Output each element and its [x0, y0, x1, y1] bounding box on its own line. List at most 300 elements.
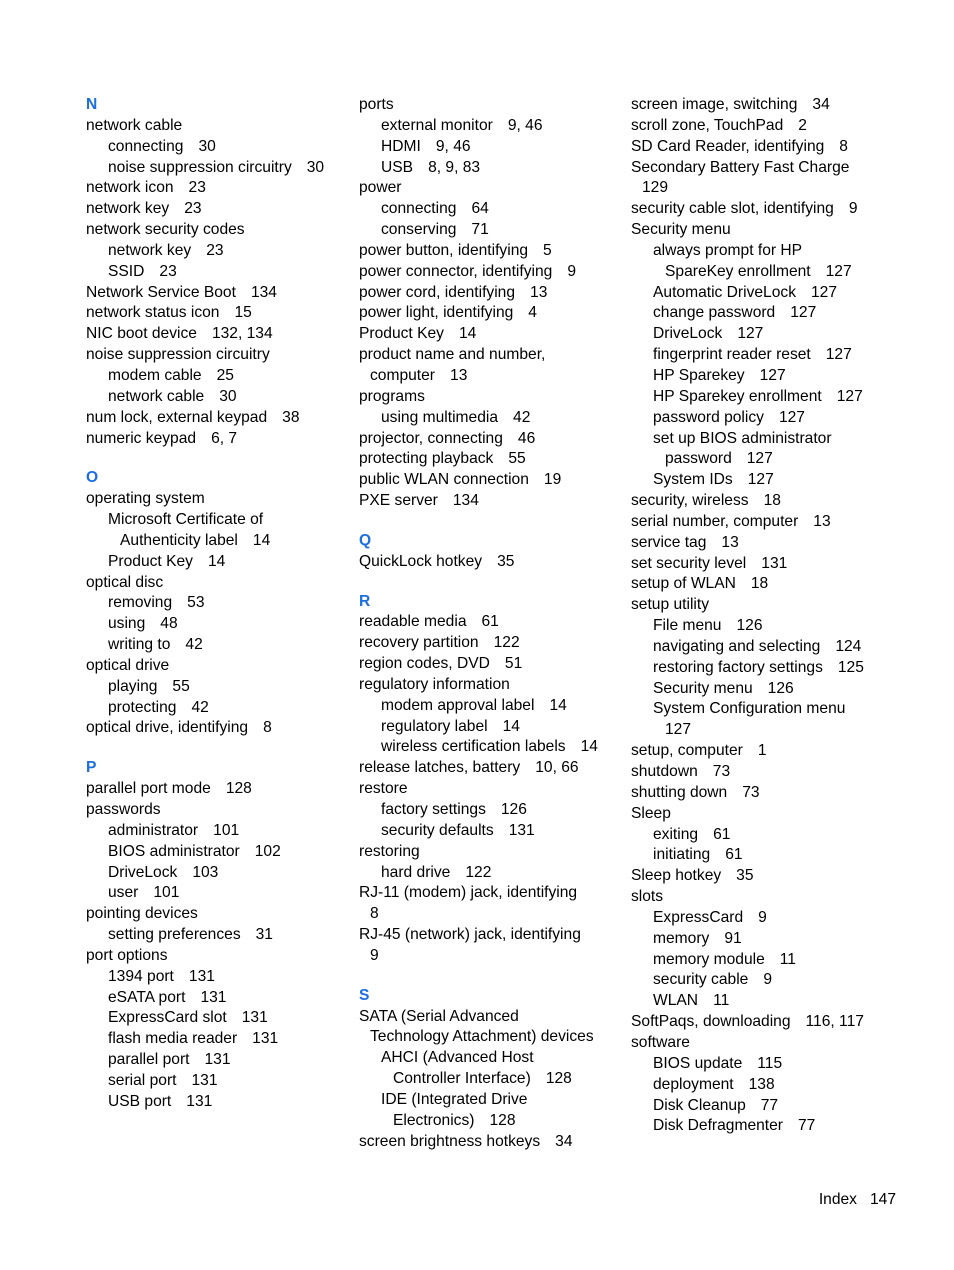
- index-term: hard drive: [381, 863, 451, 881]
- index-term: passwords: [86, 801, 161, 818]
- index-term: eSATA port: [108, 988, 186, 1006]
- index-subentry: [86, 883, 348, 904]
- index-page-ref[interactable]: 101: [153, 884, 180, 902]
- index-subentry: [86, 842, 348, 863]
- index-term: power connector, identifying: [359, 262, 553, 280]
- index-page-ref[interactable]: 131: [252, 1030, 279, 1048]
- index-page-ref[interactable]: 122: [465, 863, 492, 881]
- index-entry: [631, 1033, 893, 1054]
- section-gap: [359, 967, 621, 986]
- index-term: security cable: [653, 971, 749, 989]
- index-entry: [86, 800, 348, 821]
- index-entry: [631, 512, 893, 533]
- index-term: playing: [108, 677, 158, 695]
- index-page-ref[interactable]: 127: [825, 346, 852, 364]
- index-entry: [86, 429, 348, 450]
- index-term: SATA (Serial Advanced: [359, 1007, 519, 1025]
- index-page-ref[interactable]: 14: [458, 325, 477, 343]
- index-term: setup utility: [631, 596, 710, 614]
- index-page-ref[interactable]: 124: [835, 637, 862, 655]
- index-term: network icon: [86, 179, 174, 197]
- index-page-ref[interactable]: 131: [200, 988, 227, 1006]
- index-entry: [631, 491, 893, 512]
- index-subentry: [359, 717, 621, 738]
- index-entry: [359, 758, 621, 779]
- index-page-ref[interactable]: 9: [567, 262, 576, 280]
- index-entry: [631, 178, 893, 199]
- index-page-ref[interactable]: 127: [790, 304, 817, 322]
- index-page-ref[interactable]: 9, 46: [435, 137, 471, 155]
- index-entry: [631, 783, 893, 804]
- index-subentry: [359, 137, 621, 158]
- index-term: noise suppression circuitry: [108, 158, 292, 176]
- index-entry: [86, 408, 348, 429]
- index-entry: [359, 95, 621, 116]
- index-term: network key: [108, 241, 192, 259]
- index-subentry: [631, 970, 893, 991]
- index-page-ref[interactable]: 48: [160, 615, 178, 633]
- index-page-ref[interactable]: 127: [778, 408, 805, 426]
- index-page-ref[interactable]: 131: [241, 1009, 268, 1027]
- index-page-ref[interactable]: 51: [504, 655, 523, 673]
- index-term: HDMI: [381, 137, 421, 155]
- index-term: power light, identifying: [359, 304, 514, 322]
- index-page-ref[interactable]: 9, 46: [507, 116, 543, 134]
- index-entry: [86, 283, 348, 304]
- index-page-ref[interactable]: 115: [757, 1054, 783, 1072]
- index-subentry: [631, 1116, 893, 1137]
- index-page-ref[interactable]: 6, 7: [211, 429, 238, 447]
- index-page-ref[interactable]: 127: [759, 366, 786, 384]
- index-page-ref[interactable]: 73: [742, 783, 760, 801]
- index-page-ref[interactable]: 101: [213, 821, 240, 839]
- index-subentry: [631, 699, 893, 720]
- index-subentry: [631, 345, 893, 366]
- index-subentry: [631, 658, 893, 679]
- index-term: File menu: [653, 617, 722, 635]
- index-page-ref[interactable]: 127: [836, 387, 863, 405]
- index-entry: [359, 842, 621, 863]
- index-page-ref[interactable]: 30: [306, 158, 325, 176]
- index-entry: [359, 324, 621, 345]
- index-term: parallel port mode: [86, 780, 211, 798]
- index-page-ref[interactable]: 9: [758, 908, 767, 926]
- index-page-ref[interactable]: 131: [204, 1051, 231, 1069]
- index-page-ref[interactable]: 8: [263, 719, 272, 737]
- index-term: security defaults: [381, 821, 494, 839]
- index-subentry: [631, 825, 893, 846]
- index-subentry: [631, 429, 893, 450]
- index-term: optical drive, identifying: [86, 719, 249, 737]
- index-entry: [359, 946, 621, 967]
- index-term: programs: [359, 387, 425, 405]
- index-page-ref[interactable]: 14: [549, 696, 567, 714]
- index-entry: [359, 178, 621, 199]
- index-term: set up BIOS administrator: [653, 429, 832, 447]
- index-subentry: [631, 1096, 893, 1117]
- index-entry: [631, 533, 893, 554]
- index-term: protecting playback: [359, 450, 494, 468]
- index-subentry: [86, 510, 348, 531]
- index-letter-heading: P: [86, 759, 97, 777]
- index-entry: [631, 137, 893, 158]
- index-page-ref[interactable]: 129: [642, 179, 669, 197]
- index-page-ref[interactable]: 42: [191, 698, 209, 716]
- index-entry: [631, 804, 893, 825]
- index-page-ref[interactable]: 8: [370, 905, 379, 923]
- index-page-ref[interactable]: 31: [255, 926, 273, 944]
- index-page-ref[interactable]: 131: [186, 1092, 213, 1110]
- index-page-ref[interactable]: 38: [282, 408, 300, 426]
- index-entry: [631, 220, 893, 241]
- index-entry: [86, 345, 348, 366]
- index-term: pointing devices: [86, 905, 198, 923]
- index-entry: [86, 116, 348, 137]
- index-entry: [359, 449, 621, 470]
- index-page-ref[interactable]: 34: [555, 1132, 573, 1150]
- index-entry: [631, 866, 893, 887]
- index-subentry: [631, 1054, 893, 1075]
- index-page-ref[interactable]: 46: [517, 429, 536, 447]
- index-page-ref[interactable]: 128: [225, 780, 252, 798]
- index-subentry: [631, 679, 893, 700]
- index-subentry: [631, 408, 893, 429]
- index-term: always prompt for HP: [653, 241, 803, 259]
- index-subentry: [631, 241, 893, 262]
- index-subentry: [359, 863, 621, 884]
- index-page-ref[interactable]: 34: [812, 96, 830, 113]
- index-page-ref[interactable]: 64: [471, 200, 489, 218]
- index-term: Electronics): [393, 1111, 475, 1129]
- index-entry: [359, 654, 621, 675]
- index-subentry: [86, 262, 348, 283]
- index-term: NIC boot device: [86, 325, 197, 343]
- index-page-ref[interactable]: 4: [528, 304, 537, 322]
- index-page-ref[interactable]: 102: [254, 842, 281, 860]
- index-entry: [631, 762, 893, 783]
- index-entry: [359, 491, 621, 512]
- index-page-ref[interactable]: 103: [192, 863, 219, 881]
- index-column-1: [86, 95, 348, 1113]
- index-page-ref[interactable]: 131: [188, 967, 215, 985]
- index-entry: [86, 178, 348, 199]
- index-page-ref[interactable]: 77: [798, 1117, 816, 1135]
- index-subentry: [359, 199, 621, 220]
- index-page-ref[interactable]: 18: [763, 492, 781, 510]
- index-page-ref[interactable]: 13: [721, 533, 739, 551]
- index-term: PXE server: [359, 492, 438, 510]
- index-page-ref[interactable]: 35: [497, 552, 515, 570]
- index-page-ref[interactable]: 134: [452, 492, 479, 510]
- index-subentry: [631, 720, 893, 741]
- index-subentry: [359, 220, 621, 241]
- index-term: using multimedia: [381, 408, 499, 426]
- index-term: memory module: [653, 950, 765, 968]
- index-term: screen brightness hotkeys: [359, 1132, 541, 1150]
- footer-page-number: 147: [869, 1191, 896, 1208]
- index-page-ref[interactable]: 19: [543, 471, 562, 489]
- section-gap: [359, 512, 621, 531]
- index-term: shutting down: [631, 783, 728, 801]
- index-entry: [359, 779, 621, 800]
- index-term: Product Key: [359, 325, 444, 343]
- index-subentry: [86, 1008, 348, 1029]
- index-entry: [631, 1012, 893, 1033]
- index-entry: [359, 633, 621, 654]
- index-page-ref[interactable]: 1: [757, 742, 767, 760]
- index-term: network status icon: [86, 304, 220, 322]
- index-page-ref[interactable]: 127: [665, 721, 692, 739]
- index-page-ref[interactable]: 122: [493, 634, 520, 652]
- index-term: readable media: [359, 613, 467, 631]
- index-term: Controller Interface): [393, 1070, 531, 1088]
- index-page-ref[interactable]: 5: [543, 241, 552, 259]
- index-page-ref[interactable]: 127: [746, 450, 773, 468]
- index-page-ref[interactable]: 116, 117: [805, 1013, 864, 1031]
- index-term: num lock, external keypad: [86, 408, 268, 426]
- index-term: optical drive: [86, 656, 170, 674]
- index-term: public WLAN connection: [359, 471, 529, 489]
- index-term: Security menu: [631, 221, 731, 239]
- index-term: writing to: [108, 636, 171, 654]
- index-entry: [359, 303, 621, 324]
- index-subentry: [86, 635, 348, 656]
- index-subentry: [359, 158, 621, 179]
- index-entry: [86, 220, 348, 241]
- index-term: Automatic DriveLock: [653, 283, 796, 301]
- index-term: removing: [108, 594, 173, 612]
- index-term: recovery partition: [359, 634, 479, 652]
- index-page-ref[interactable]: 23: [159, 262, 177, 280]
- index-term: setting preferences: [108, 926, 241, 944]
- index-page-ref[interactable]: 15: [234, 304, 252, 322]
- index-term: noise suppression circuitry: [86, 346, 270, 364]
- index-page-ref[interactable]: 11: [779, 950, 796, 968]
- index-entry: [359, 366, 621, 387]
- index-entry: [86, 904, 348, 925]
- index-page-ref[interactable]: 8, 9, 83: [428, 158, 481, 176]
- index-entry: [86, 199, 348, 220]
- index-subentry: [86, 925, 348, 946]
- index-page-ref[interactable]: 13: [813, 512, 831, 530]
- index-term: HP Sparekey: [653, 366, 745, 384]
- index-page-ref[interactable]: 127: [747, 471, 774, 489]
- index-term: Network Service Boot: [86, 283, 236, 301]
- index-entry: [359, 612, 621, 633]
- index-page-ref[interactable]: 71: [471, 221, 489, 239]
- index-term: shutdown: [631, 763, 698, 780]
- index-entry: [359, 429, 621, 450]
- index-entry: [631, 95, 893, 116]
- index-page-ref[interactable]: 126: [767, 679, 794, 697]
- index-page-ref[interactable]: 14: [252, 531, 271, 549]
- index-page-ref[interactable]: 23: [184, 200, 202, 218]
- index-page-ref[interactable]: 10, 66: [535, 759, 579, 777]
- index-page-ref[interactable]: 35: [736, 867, 754, 885]
- index-term: BIOS administrator: [108, 842, 240, 860]
- index-term: password policy: [653, 408, 764, 426]
- index-term: restoring factory settings: [653, 658, 823, 676]
- index-entry: [631, 116, 893, 137]
- index-subentry: [359, 408, 621, 429]
- index-page-ref[interactable]: 61: [713, 825, 731, 843]
- index-page-ref[interactable]: 91: [724, 929, 742, 947]
- index-page-ref[interactable]: 9: [370, 946, 379, 964]
- index-term: administrator: [108, 821, 199, 839]
- index-page-ref[interactable]: 126: [500, 801, 527, 818]
- index-page-ref[interactable]: 53: [187, 594, 205, 612]
- index-page-ref[interactable]: 13: [450, 366, 468, 384]
- index-letter-heading: Q: [359, 531, 372, 549]
- index-entry: [359, 1007, 621, 1028]
- index-page-ref[interactable]: 23: [206, 241, 224, 259]
- index-subentry: [631, 950, 893, 971]
- index-page-ref[interactable]: 55: [172, 677, 190, 695]
- index-page-ref[interactable]: 128: [489, 1111, 516, 1129]
- index-term: USB: [381, 158, 414, 176]
- index-entry: [359, 387, 621, 408]
- index-subentry: [359, 1048, 621, 1069]
- index-term: power cord, identifying: [359, 283, 516, 301]
- index-entry: [631, 741, 893, 762]
- index-term: fingerprint reader reset: [653, 346, 811, 364]
- index-subentry: [631, 845, 893, 866]
- index-subentry: [86, 698, 348, 719]
- index-page-ref[interactable]: 18: [750, 575, 769, 593]
- index-page-ref[interactable]: 77: [760, 1096, 779, 1114]
- index-page-ref[interactable]: 131: [761, 554, 788, 572]
- index-entry: [359, 241, 621, 262]
- index-term: RJ-11 (modem) jack, identifying: [359, 884, 578, 902]
- index-term: screen image, switching: [631, 96, 798, 113]
- index-page-ref[interactable]: 14: [207, 552, 226, 570]
- index-term: software: [631, 1033, 690, 1051]
- index-page-ref[interactable]: 30: [219, 387, 237, 405]
- index-page-ref[interactable]: 73: [712, 763, 731, 780]
- index-subentry: [359, 1069, 621, 1090]
- index-letter-heading: S: [359, 986, 370, 1004]
- index-page-ref[interactable]: 131: [508, 821, 535, 839]
- index-term: conserving: [381, 221, 457, 239]
- index-term: Security menu: [653, 679, 753, 697]
- index-page-ref[interactable]: 138: [748, 1075, 775, 1093]
- index-subentry: [359, 696, 621, 717]
- index-page-ref[interactable]: 14: [502, 717, 520, 735]
- index-page-ref[interactable]: 125: [837, 658, 864, 676]
- index-term: Disk Defragmenter: [653, 1117, 783, 1135]
- index-page-ref[interactable]: 25: [216, 366, 234, 384]
- index-term: connecting: [108, 137, 184, 155]
- index-term: RJ-45 (network) jack, identifying: [359, 926, 581, 944]
- index-term: HP Sparekey enrollment: [653, 387, 822, 405]
- index-page-ref[interactable]: 9: [848, 200, 858, 218]
- index-entry: [86, 489, 348, 510]
- index-page-ref[interactable]: 127: [811, 283, 838, 301]
- index-subentry: [86, 1050, 348, 1071]
- index-term: scroll zone, TouchPad: [631, 116, 784, 134]
- index-subentry: [359, 1111, 621, 1132]
- index-term: computer: [370, 366, 436, 384]
- index-term: Product Key: [108, 552, 193, 570]
- index-term: WLAN: [653, 992, 699, 1010]
- index-page-ref[interactable]: 23: [188, 179, 206, 197]
- index-entry: [86, 946, 348, 967]
- index-term: memory: [653, 929, 710, 947]
- index-subentry: [86, 1071, 348, 1092]
- index-term: restoring: [359, 842, 420, 860]
- index-column-2: [359, 95, 621, 1153]
- index-subentry: [631, 1075, 893, 1096]
- index-page-ref[interactable]: 13: [530, 283, 548, 301]
- index-term: BIOS update: [653, 1054, 743, 1072]
- index-term: System IDs: [653, 471, 733, 489]
- index-subentry: [359, 116, 621, 137]
- index-subentry: [86, 593, 348, 614]
- index-page-ref[interactable]: 42: [185, 636, 203, 654]
- index-page-ref[interactable]: 131: [191, 1071, 218, 1089]
- index-term: regulatory label: [381, 717, 488, 735]
- index-subentry: [631, 449, 893, 470]
- index-page-ref[interactable]: 2: [798, 116, 807, 134]
- index-term: slots: [631, 888, 664, 906]
- index-page-ref[interactable]: 61: [725, 846, 743, 864]
- index-term: region codes, DVD: [359, 655, 490, 673]
- index-term: modem approval label: [381, 696, 535, 714]
- section-gap: [86, 449, 348, 468]
- index-page-ref[interactable]: 132, 134: [211, 325, 273, 343]
- index-entry: [631, 554, 893, 575]
- index-term: external monitor: [381, 116, 493, 134]
- index-subentry: [631, 929, 893, 950]
- index-entry: [359, 904, 621, 925]
- index-term: power button, identifying: [359, 241, 529, 259]
- index-page-ref[interactable]: 30: [198, 137, 216, 155]
- index-term: IDE (Integrated Drive: [381, 1090, 528, 1108]
- index-page-ref[interactable]: 128: [545, 1070, 572, 1088]
- index-page-ref[interactable]: 127: [825, 262, 852, 280]
- index-term: deployment: [653, 1075, 734, 1093]
- index-page-ref[interactable]: 61: [481, 613, 499, 631]
- index-term: set security level: [631, 554, 747, 572]
- index-entry: [631, 199, 893, 220]
- index-subentry: [631, 616, 893, 637]
- index-page-ref[interactable]: 126: [736, 617, 763, 635]
- index-page-ref[interactable]: 55: [508, 450, 526, 468]
- index-subentry: [631, 470, 893, 491]
- index-entry: [359, 675, 621, 696]
- index-term: setup, computer: [631, 742, 743, 760]
- index-page-ref[interactable]: 134: [250, 283, 277, 301]
- index-term: exiting: [653, 825, 699, 843]
- index-term: navigating and selecting: [653, 637, 821, 655]
- index-entry: [631, 574, 893, 595]
- index-page-ref[interactable]: 11: [713, 992, 730, 1010]
- index-subentry: [359, 821, 621, 842]
- index-subentry: [359, 1090, 621, 1111]
- index-page-ref[interactable]: 42: [513, 408, 531, 426]
- index-page-ref[interactable]: 127: [737, 325, 764, 343]
- index-page-ref[interactable]: 14: [580, 738, 598, 756]
- index-subentry: [86, 677, 348, 698]
- index-subentry: [86, 863, 348, 884]
- index-page-ref[interactable]: 8: [839, 137, 848, 155]
- index-page-ref[interactable]: 9: [763, 971, 773, 989]
- index-subentry: [359, 737, 621, 758]
- index-entry: [359, 262, 621, 283]
- index-subentry: [631, 324, 893, 345]
- index-term: 1394 port: [108, 967, 174, 985]
- index-term: network key: [86, 200, 170, 218]
